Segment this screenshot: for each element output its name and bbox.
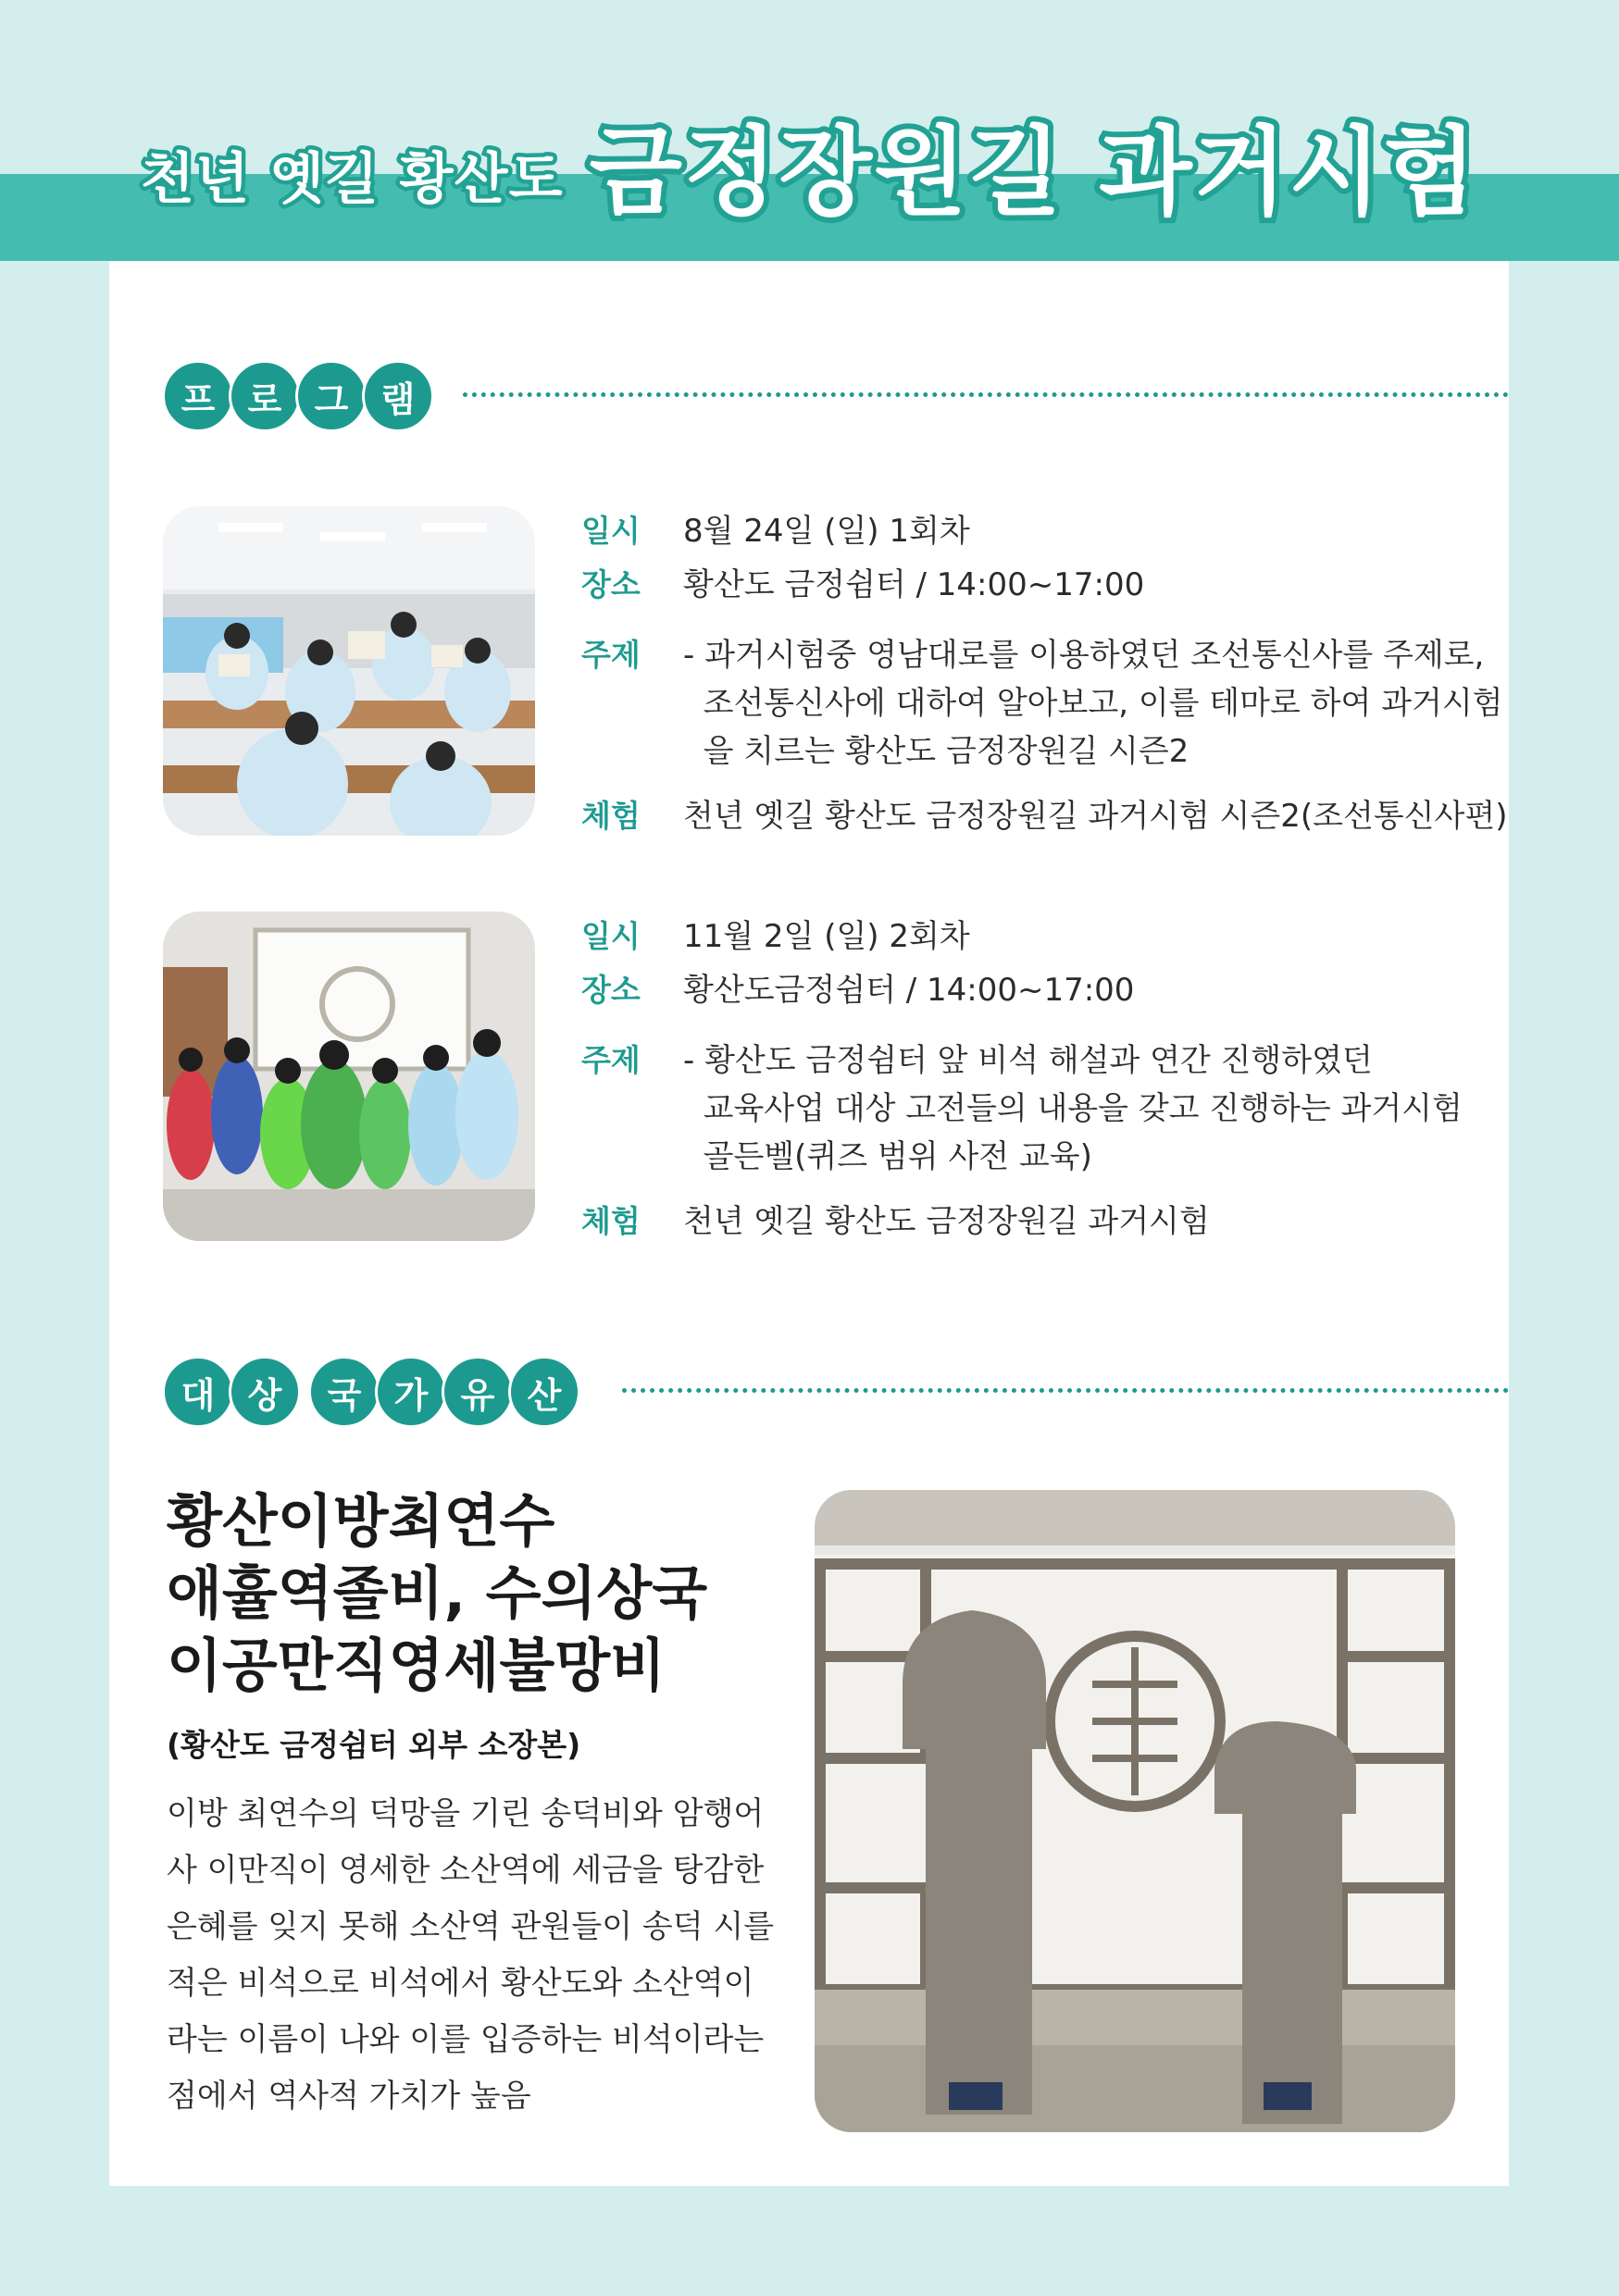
heritage-char-5: 유 (442, 1356, 514, 1428)
program2-place-label: 장소 (581, 972, 641, 1008)
program2-place-value: 황산도금정쉼터 / 14:00~17:00 (683, 972, 1135, 1009)
heritage-char-4: 가 (375, 1356, 447, 1428)
program1-row-date (581, 507, 970, 555)
program1-theme-label: 주제 (581, 637, 641, 673)
heritage-description: 이방 최연수의 덕망을 기린 송덕비와 암행어 사 이만직이 영세한 소산역에 세금을 탕감한 은혜를 잊지 못해 소산역 관원들이 송덕 시를 적은 비석으로 비석에서 황산도와 소산역이 라는 이름이 나와 이를 입증하는 비석이라는 점에서 역사적 가치가 높음 (167, 1795, 775, 2115)
heritage-section-heading (162, 1355, 575, 1429)
program1-place-value: 황산도 금정쉼터 / 14:00~17:00 (683, 566, 1145, 603)
program1-date-value: 8월 24일 (일) 1회차 (683, 513, 970, 550)
group-costume-photo (163, 912, 535, 1241)
program1-row-theme (581, 631, 1503, 776)
program1-theme-value: - 과거시험중 영남대로를 이용하였던 조선통신사를 주제로, 조선통신사에 대하여 알아보고, 이를 테마로 하여 과거시험 을 치르는 황산도 금정장원길 시즌2 (683, 637, 1503, 770)
heritage-title: 황산이방최연수 애휼역졸비, 수의상국 이공만직영세불망비 (167, 1487, 708, 1699)
program1-row-place (581, 561, 1144, 609)
heritage-subtitle: (황산도 금정쉼터 외부 소장본) (167, 1727, 581, 1763)
program2-experience-label: 체험 (581, 1203, 641, 1239)
heritage-char-1: 대 (162, 1356, 234, 1428)
program1-row-experience (581, 792, 1507, 840)
program2-date-label: 일시 (581, 918, 641, 954)
program1-experience-label: 체험 (581, 798, 641, 834)
program-char-2: 로 (229, 360, 301, 432)
heritage-divider (622, 1388, 1509, 1393)
program2-row-date (581, 912, 970, 961)
program1-date-label: 일시 (581, 513, 641, 549)
heritage-char-6: 산 (508, 1356, 580, 1428)
program2-theme-value: - 황산도 금정쉼터 앞 비석 해설과 연간 진행하였던 교육사업 대상 고전들의 내용을 갖고 진행하는 과거시험 골든벨(퀴즈 범위 사전 교육) (683, 1042, 1463, 1175)
program-divider (463, 392, 1509, 397)
program2-row-experience (581, 1198, 1210, 1246)
program-char-3: 그 (295, 360, 367, 432)
title-small: 천년 옛길 황산도 (141, 147, 564, 212)
heritage-char-2: 상 (229, 1356, 301, 1428)
page-title (0, 111, 1619, 250)
program2-theme-label: 주제 (581, 1042, 641, 1078)
program-char-1: 프 (162, 360, 234, 432)
program-section-heading (162, 359, 429, 433)
classroom-exam-photo (163, 506, 535, 836)
program2-date-value: 11월 2일 (일) 2회차 (683, 918, 970, 955)
program-char-4: 램 (362, 360, 434, 432)
program2-experience-value: 천년 옛길 황산도 금정장원길 과거시험 (683, 1203, 1210, 1240)
program1-place-label: 장소 (581, 566, 641, 602)
program2-row-place (581, 966, 1134, 1014)
heritage-char-3: 국 (308, 1356, 380, 1428)
program1-experience-value: 천년 옛길 황산도 금정장원길 과거시험 시즌2(조선통신사편) (683, 798, 1508, 835)
program2-row-theme (581, 1036, 1498, 1181)
title-big: 금정장원길 과거시험 (589, 116, 1478, 229)
stone-monuments-photo (815, 1490, 1455, 2132)
